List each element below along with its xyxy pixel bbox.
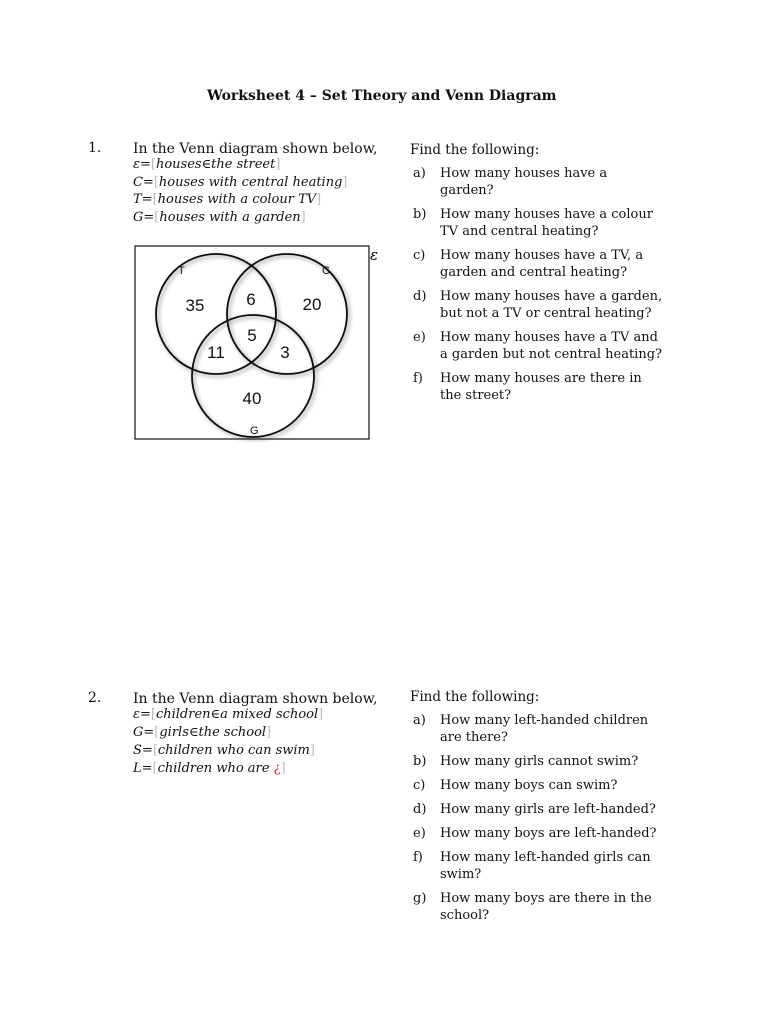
universal-set-symbol: ε xyxy=(370,246,379,264)
question-1-number: 1. xyxy=(88,140,102,156)
q1-find-heading: Find the following: xyxy=(410,142,540,158)
def-tail: ¿ xyxy=(273,761,281,776)
list-item: c) How many houses have a TV, a garden and central heating? xyxy=(413,248,644,280)
q1-def-c: C=[houses with central heating] xyxy=(133,175,348,190)
q2-def-s: S=[children who can swim] xyxy=(133,743,315,758)
def-body: children who can swim xyxy=(157,743,310,758)
set-label-g: G xyxy=(250,425,259,437)
list-item: c) How many boys can swim? xyxy=(413,778,618,793)
q2-def-universal: ε=[children∈a mixed school] xyxy=(133,707,324,722)
question-2-intro: In the Venn diagram shown below, xyxy=(133,691,378,707)
list-item: d) How many girls are left-handed? xyxy=(413,802,656,817)
q1-question-list xyxy=(413,165,663,411)
q2-def-l: L=[children who are ¿] xyxy=(133,761,286,776)
def-body: houses with a colour TV xyxy=(157,192,317,207)
def-symbol: C= xyxy=(133,175,154,190)
def-body: houses with central heating xyxy=(158,175,343,190)
list-item: a) How many left-handed children are there? xyxy=(413,713,649,745)
list-item: e) How many boys are left-handed? xyxy=(413,826,657,841)
def-body: children∈a mixed school xyxy=(155,707,319,722)
def-symbol: G= xyxy=(133,725,155,740)
venn-diagram xyxy=(134,244,386,442)
def-symbol: ε= xyxy=(133,157,151,172)
region-c-only: 20 xyxy=(302,295,322,314)
region-g-only: 40 xyxy=(242,389,262,408)
list-item: d) How many houses have a garden, but not a TV or central heating? xyxy=(413,289,663,321)
set-label-t: T xyxy=(178,265,185,277)
def-symbol: ε= xyxy=(133,707,151,722)
region-t-c: 6 xyxy=(246,290,256,309)
q2-find-heading: Find the following: xyxy=(410,689,540,705)
q2-def-g: G=[girls∈the school] xyxy=(133,725,272,740)
region-t-g: 11 xyxy=(207,343,225,362)
def-symbol: S= xyxy=(133,743,153,758)
q1-def-universal: ε=[houses∈the street] xyxy=(133,157,281,172)
question-2-number: 2. xyxy=(88,690,102,706)
question-1-intro: In the Venn diagram shown below, xyxy=(133,141,378,157)
worksheet-title: Worksheet 4 – Set Theory and Venn Diagram xyxy=(207,88,557,104)
q1-def-t: T=[houses with a colour TV] xyxy=(133,192,322,207)
def-symbol: G= xyxy=(133,210,155,225)
list-item: b) How many girls cannot swim? xyxy=(413,754,639,769)
list-item: a) How many houses have a garden? xyxy=(413,166,608,198)
def-body: children who are xyxy=(157,761,270,776)
def-symbol: T= xyxy=(133,192,153,207)
region-c-g: 3 xyxy=(280,343,290,362)
def-body: houses with a garden xyxy=(159,210,301,225)
list-item: f) How many houses are there in the street? xyxy=(413,371,642,403)
list-item: g) How many boys are there in the school? xyxy=(413,891,652,923)
def-body: girls∈the school xyxy=(159,725,267,740)
def-body: houses∈the street xyxy=(155,157,276,172)
q2-question-list xyxy=(413,712,663,931)
q1-def-g: G=[houses with a garden] xyxy=(133,210,306,225)
set-label-c: C xyxy=(322,265,330,277)
def-symbol: L= xyxy=(133,761,153,776)
list-item: e) How many houses have a TV and a garden but not central heating? xyxy=(413,330,662,362)
list-item: b) How many houses have a colour TV and central heating? xyxy=(413,207,653,239)
region-t-only: 35 xyxy=(185,296,205,315)
region-all: 5 xyxy=(247,326,257,345)
list-item: f) How many left-handed girls can swim? xyxy=(413,850,651,882)
